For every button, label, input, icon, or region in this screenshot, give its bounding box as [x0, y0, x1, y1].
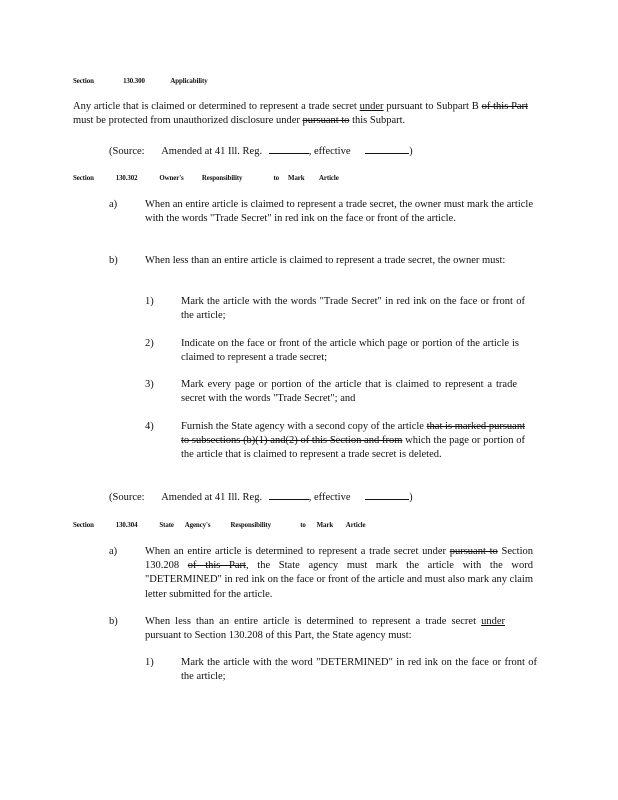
- item-1-text: Mark the article with the word "DETERMINED" in red ink on the face or front of the article;: [181, 657, 537, 683]
- blank-line: [269, 489, 309, 500]
- section-130-302-heading: Section 130.302 Owner's Responsibility to Mark Article: [73, 173, 339, 182]
- item-1-text: Mark the article with the words "Trade Secret" in red ink on the face or front of the article;: [181, 296, 525, 322]
- subsection-label: b): [109, 255, 118, 266]
- deleted-text: of this Part: [481, 101, 529, 112]
- subsection-a-text: When an entire article is claimed to represent a trade secret, the owner must mark the article with the words "Trade Secret" in red ink on the face or front of the article.: [145, 199, 533, 225]
- subsection-label: a): [109, 199, 118, 210]
- deleted-text: pursuant to: [449, 546, 498, 557]
- section-title: Applicability: [170, 76, 208, 85]
- section-label: Section: [73, 520, 94, 529]
- section-130-304-heading: Section 130.304 State Agency's Responsibility to Mark Article: [73, 520, 366, 529]
- deleted-text: pursuant to: [302, 115, 350, 127]
- section-number: 130.302: [115, 173, 138, 182]
- subsection-b-text: When less than an entire article is claimed to represent a trade secret, the owner must:: [145, 255, 506, 266]
- subsection-label: b): [109, 616, 118, 627]
- blank-line: [365, 489, 409, 500]
- section-number: 130.300: [123, 76, 145, 85]
- subsection-a-text: When an entire article is determined to represent a trade secret under pursuant to Section 130.208 of this Part, the State agency must mark the article with the word "DETERMINED" in red ink on the face or front of the article and must also mark any claim letter submitted for the article.: [145, 546, 534, 600]
- source-note-130-300: (Source: Amended at 41 Ill. Reg. , effective ): [109, 143, 413, 159]
- item-3-text: Mark every page or portion of the article that is claimed to represent a trade secret with the words "Trade Secret"; and: [181, 379, 517, 405]
- item-4-text: Furnish the State agency with a second copy of the article that is marked pursuant to subsections (b)(1) and(2) of this Section and from which the page or portion of the article that is claimed to represent a trade secret is deleted.: [181, 421, 526, 461]
- deleted-text: of this Part: [187, 560, 246, 572]
- inserted-text: under: [481, 616, 505, 627]
- item-2-text: Indicate on the face or front of the article which page or portion of the article is claimed to represent a trade secret;: [181, 338, 519, 364]
- section-130-300-heading: [73, 76, 208, 85]
- blank-line: [365, 143, 409, 154]
- item-label: 1): [145, 296, 154, 307]
- section-label: Section: [73, 173, 94, 182]
- blank-line: [269, 143, 309, 154]
- section-label: Section: [73, 76, 94, 85]
- item-label: 2): [145, 338, 154, 349]
- item-label: 1): [145, 657, 154, 668]
- subsection-b-text: When less than an entire article is determined to represent a trade secret under pursuant to Section 130.208 of this Part, the State agency must:: [145, 616, 505, 642]
- deleted-text: that is marked pursuant to subsections (b)(1) and(2) of this Section and from: [181, 421, 526, 447]
- source-note-130-302: (Source: Amended at 41 Ill. Reg. , effective ): [109, 489, 413, 505]
- section-130-300-body: Any article that is claimed or determined to represent a trade secret under pursuant to Subpart B of this Part must be protected from unauthorized disclosure under pursuant to this Subpart.: [73, 101, 529, 127]
- item-label: 4): [145, 421, 154, 432]
- inserted-text: under: [359, 101, 384, 112]
- section-number: 130.304: [115, 520, 138, 529]
- subsection-label: a): [109, 546, 118, 557]
- item-label: 3): [145, 379, 154, 390]
